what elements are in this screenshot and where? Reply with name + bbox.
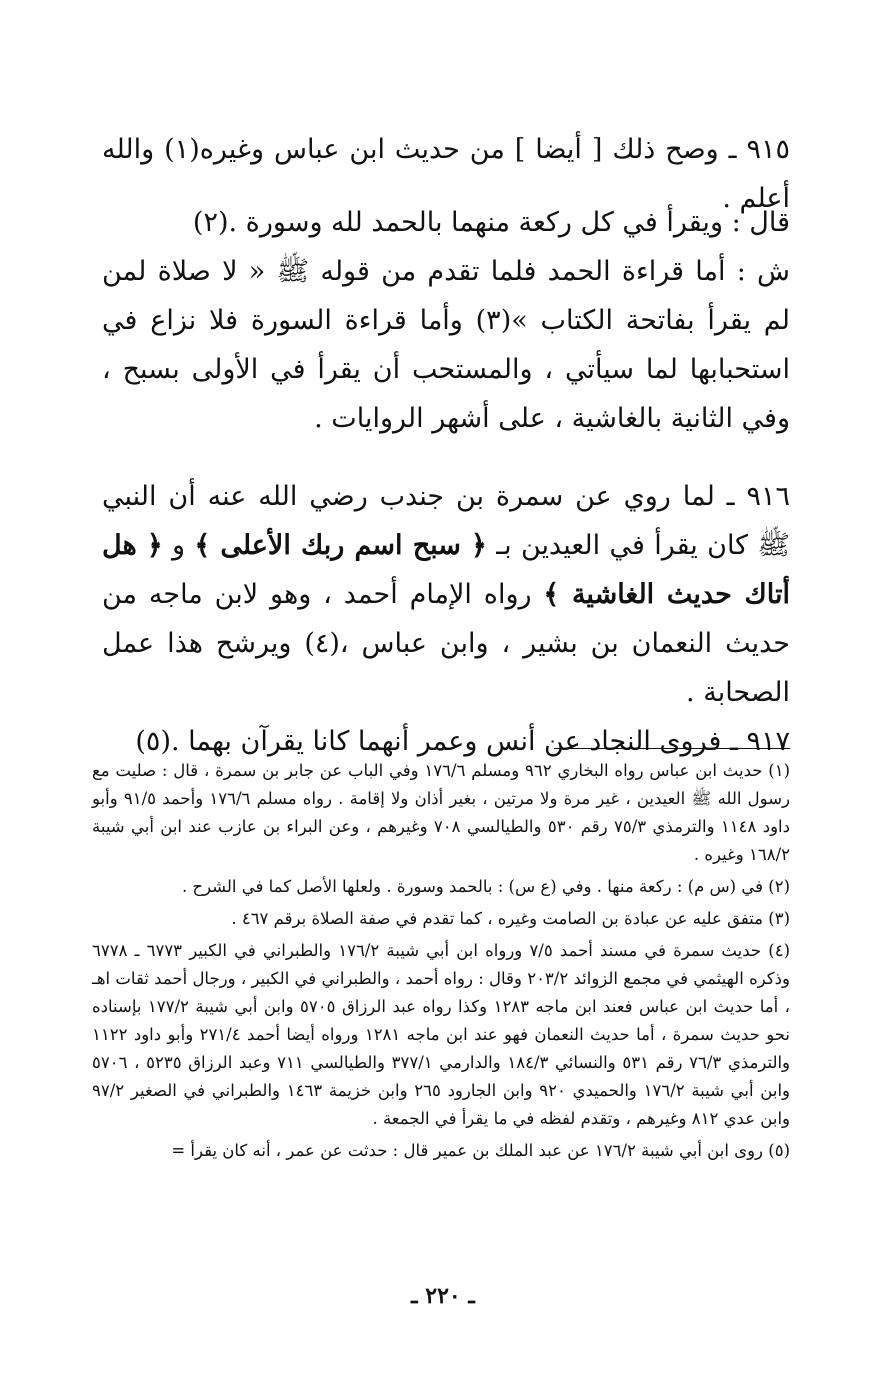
footnote-separator (554, 748, 790, 749)
paragraph-qal: قال : ويقرأ في كل ركعة منهما بالحمد لله وسورة .(٢) (192, 207, 790, 238)
paragraph-917-text: ٩١٧ ـ فروى النجاد عن أنس وعمر أنهما كانا يقرآن بهما .(٥) (135, 726, 790, 757)
footnote-2: (٢) في (س م) : ركعة منها . وفي (ع س) : بالحمد وسورة . ولعلها الأصل كما في الشرح . (181, 877, 790, 896)
page-number: ـ ٢٢٠ ـ (411, 1283, 475, 1309)
paragraph-916-and: و (162, 530, 195, 561)
quran-verse-1: ﴿ سبح اسم ربك الأعلى ﴾ (194, 530, 487, 561)
paragraph-916-text-b: رواه الإمام أحمد ، وهو لابن ماجه من حديث النعمان بن بشير ، وابن عباس ،(٤) ويرشح هذا عمل الصحابة . (102, 579, 790, 708)
paragraph-916 (102, 472, 790, 717)
paragraph-916-text-a: ٩١٦ ـ لما روي عن سمرة بن جندب رضي الله عنه أن النبي ﷺ كان يقرأ في العيدين بـ (102, 481, 790, 561)
footnotes (92, 757, 790, 1169)
quran-verse-2: ﴿ هل أتاك حديث الغاشية ﴾ (102, 530, 790, 610)
paragraph-sharh: ش : أما قراءة الحمد فلما تقدم من قوله ﷺ « لا صلاة لمن لم يقرأ بفاتحة الكتاب »(٣) وأما قراءة السورة فلا نزاع في استحبابها لما سيأتي ، والمستحب أن يقرأ في الأولى بسبح ، وفي الثانية بالغاشية ، على أشهر الروايات . (102, 256, 790, 434)
footnote-4: (٤) حديث سمرة في مسند أحمد ٧/٥ ورواه ابن أبي شيبة ١٧٦/٢ والطبراني في الكبير ٦٧٧٣ ـ ٦٧٧٨ وذكره الهيثمي في مجمع الزوائد ٢٠٣/٢ وقال : رواه أحمد ، والطبراني في الكبير ، ورجال أحمد ثقات اهـ ، أما حديث ابن عباس فعند ابن ماجه ١٢٨٣ وكذا رواه عبد الرزاق ٥٧٠٥ وابن أبي شيبة ١٧٧/٢ بإسناده نحو حديث سمرة ، أما حديث النعمان فهو عند ابن ماجه ١٢٨١ ورواه أيضا أحمد ٢٧١/٤ وأبو داود ١١٢٢ والترمذي ٧٦/٣ رقم ٥٣١ والنسائي ١٨٤/٣ والدارمي ٣٧٧/١ والطيالسي ٧١١ وعبد الرزاق ٥٢٣٥ ، ٥٧٠٦ وابن أبي شيبة ١٧٦/٢ والحميدي ٩٢٠ وابن الجارود ٢٦٥ وابن خزيمة ١٤٦٣ والطبراني في الصغير ٩٧/٢ وابن عدي ٨١٢ وغيرهم ، وتقدم لفظه في ما يقرأ في الجمعة . (92, 941, 791, 1128)
footnote-3: (٣) متفق عليه عن عبادة بن الصامت وغيره ، كما تقدم في صفة الصلاة برقم ٤٦٧ . (231, 909, 790, 928)
paragraph-qal-sharh (102, 198, 790, 443)
paragraph-915-text: ٩١٥ ـ وصح ذلك [ أيضا ] من حديث ابن عباس وغيره(١) والله أعلم . (102, 134, 790, 214)
footnote-1: (١) حديث ابن عباس رواه البخاري ٩٦٢ ومسلم ١٧٦/٦ وفي الباب عن جابر بن سمرة ، قال : صليت مع رسول الله ﷺ العيدين ، غير مرة ولا مرتين ، بغير أذان ولا إقامة . رواه مسلم ١٧٦/٦ وأحمد ٩١/٥ وأبو داود ١١٤٨ والترمذي ٧٥/٣ رقم ٥٣٠ والطيالسي ٧٠٨ وغيرهم ، وعن البراء بن عازب عند ابن أبي شيبة ١٦٨/٢ وغيره . (92, 761, 791, 864)
footnote-5: (٥) روى ابن أبي شيبة ١٧٦/٢ عن عبد الملك بن عمير قال : حدثت عن عمر ، أنه كان يقرأ = (171, 1141, 790, 1160)
